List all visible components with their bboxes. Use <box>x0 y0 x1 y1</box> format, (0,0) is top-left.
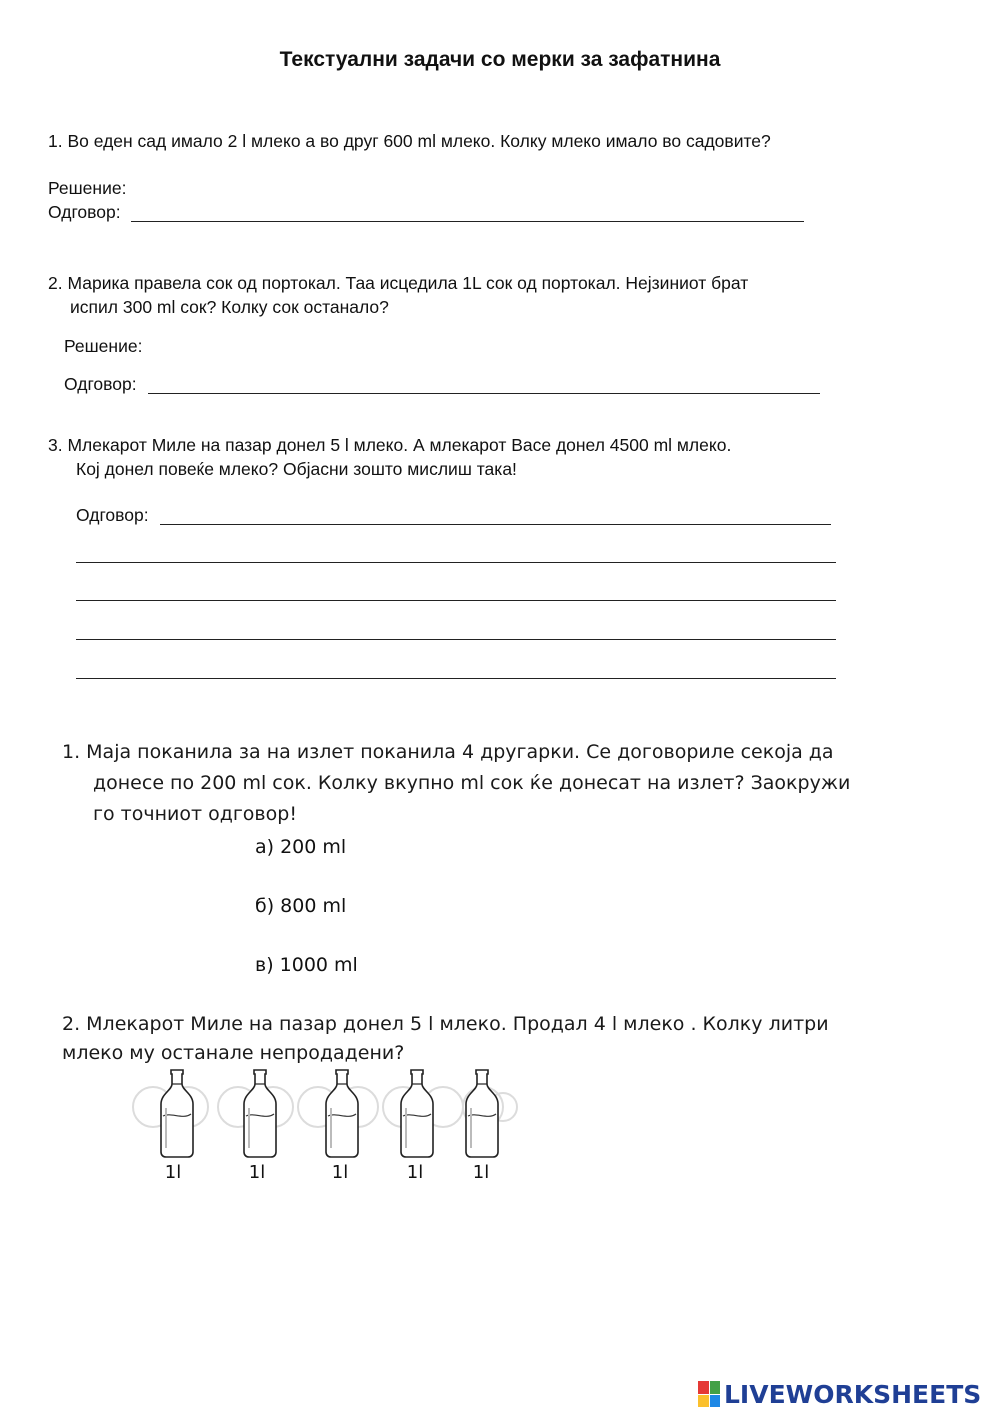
question-3-answer-label: Одговор: <box>76 505 149 525</box>
task-1-text-line1: 1. Маја поканила за на излет поканила 4 другарки. Се договориле секоја да <box>62 741 834 763</box>
question-3-extra-line-3[interactable] <box>76 639 836 640</box>
question-1-solution-label: Решение: <box>48 178 127 198</box>
question-2-answer-line[interactable] <box>148 393 820 394</box>
question-2-answer-label: Одговор: <box>64 374 137 394</box>
bottle-label-4: 1l <box>406 1162 424 1183</box>
milk-bottle-icon <box>240 1068 280 1158</box>
page-title: Текстуални задачи со мерки за зафатнина <box>279 48 721 71</box>
question-3-answer-line[interactable] <box>160 524 831 525</box>
question-3-extra-line-1[interactable] <box>76 562 836 563</box>
task-1-text-line2: донесе по 200 ml сок. Колку вкупно ml сок ќе донесат на излет? Заокружи <box>93 772 851 794</box>
question-1-text: 1. Во еден сад имало 2 l млеко а во друг 600 ml млеко. Колку млеко имало во садовите? <box>48 131 771 151</box>
option-b[interactable]: б) 800 ml <box>255 895 347 917</box>
logo-badge-icon <box>698 1381 720 1407</box>
bottle-label-1: 1l <box>164 1162 182 1183</box>
question-2-text-line2: испил 300 ml сок? Колку сок останало? <box>70 297 389 317</box>
bottle-label-3: 1l <box>331 1162 349 1183</box>
question-3-text-line2: Кој донел повеќе млеко? Објасни зошто мислиш така! <box>76 459 517 479</box>
milk-bottle-icon <box>397 1068 437 1158</box>
milk-bottle-icon <box>322 1068 362 1158</box>
question-1-answer-label: Одговор: <box>48 202 121 222</box>
bottle-label-2: 1l <box>248 1162 266 1183</box>
question-3-extra-line-4[interactable] <box>76 678 836 679</box>
bottle-label-5: 1l <box>472 1162 490 1183</box>
question-3-extra-line-2[interactable] <box>76 600 836 601</box>
task-1-text-line3: го точниот одговор! <box>93 803 297 825</box>
logo-text: LIVEWORKSHEETS <box>724 1379 982 1409</box>
option-a[interactable]: а) 200 ml <box>255 836 347 858</box>
liveworksheets-logo <box>698 1378 981 1410</box>
option-c[interactable]: в) 1000 ml <box>255 954 358 976</box>
milk-bottle-icon <box>462 1068 502 1158</box>
question-2-solution-label: Решение: <box>64 336 143 356</box>
question-1-answer-line[interactable] <box>131 221 804 222</box>
task-2-text-line1: 2. Млекарот Миле на пазар донел 5 l млеко. Продал 4 l млеко . Колку литри <box>62 1013 829 1035</box>
task-2-text-line2: млеко му останале непродадени? <box>62 1042 405 1064</box>
question-3-text-line1: 3. Млекарот Миле на пазар донел 5 l млеко. А млекарот Васе донел 4500 ml млеко. <box>48 435 732 455</box>
milk-bottle-icon <box>157 1068 197 1158</box>
question-2-text-line1: 2. Марика правела сок од портокал. Таа исцедила 1L сок од портокал. Нејзиниот брат <box>48 273 749 293</box>
